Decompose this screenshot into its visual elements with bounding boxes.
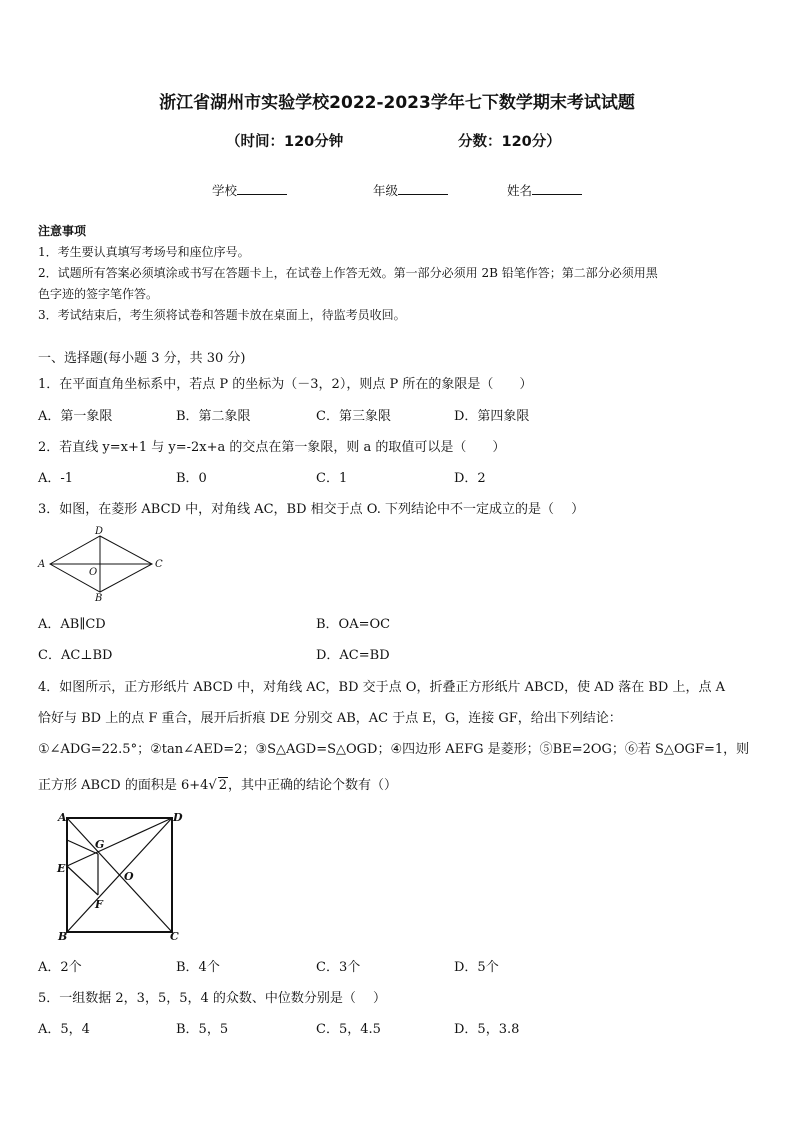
label-b: B: [58, 930, 68, 943]
label-d: D: [173, 811, 183, 824]
label-c: C: [155, 559, 163, 570]
q2-option-a[interactable]: A．-1: [38, 471, 74, 486]
question-4-line-2: 恰好与 BD 上的点 F 重合，展开后折痕 DE 分别交 AB，AC 于点 E，G，连接 GF，给出下列结论：: [38, 711, 622, 726]
label-b: B: [95, 593, 103, 602]
school-field[interactable]: [212, 181, 287, 199]
notice-item: 色字迹的签字笔作答。: [38, 287, 159, 301]
total-score: 分数：120分）: [458, 134, 561, 150]
label-c: C: [170, 930, 179, 943]
q3-option-b[interactable]: B．OA=OC: [316, 617, 391, 632]
question-4-line-4: [38, 774, 397, 793]
grade-label: 年级: [373, 183, 399, 198]
question-3-stem: 3．如图，在菱形 ABCD 中，对角线 AC，BD 相交于点 O. 下列结论中不一定成立的是（ ）: [38, 502, 585, 517]
sqrt-radicand: 2: [218, 778, 227, 793]
q5-option-c[interactable]: C．5，4.5: [316, 1022, 381, 1037]
q3-option-c[interactable]: C．AC⊥BD: [38, 648, 113, 663]
label-a: A: [58, 811, 67, 824]
question-2-stem: 2．若直线 y=x+1 与 y=-2x+a 的交点在第一象限，则 a 的取值可以是（ ）: [38, 440, 506, 455]
question-4-line-1: 4．如图所示，正方形纸片 ABCD 中，对角线 AC，BD 交于点 O，折叠正方形纸片 ABCD，使 AD 落在 BD 上，点 A: [38, 680, 725, 695]
label-e: E: [57, 862, 66, 875]
q1-option-d[interactable]: D．第四象限: [454, 409, 530, 424]
q4-option-c[interactable]: C．3个: [316, 960, 361, 975]
q2-option-c[interactable]: C．1: [316, 471, 348, 486]
sqrt-symbol: √ 2: [208, 778, 227, 793]
question-5-stem: 5．一组数据 2，3，5，5，4 的众数、中位数分别是（ ）: [38, 991, 387, 1006]
q4-text-a: 正方形 ABCD 的面积是 6+4: [38, 778, 209, 793]
name-label: 姓名: [507, 183, 533, 198]
label-f: F: [95, 898, 103, 911]
q3-option-d[interactable]: D．AC=BD: [316, 648, 390, 663]
time-limit: （时间：120分钟: [226, 134, 344, 150]
q4-option-b[interactable]: B．4个: [176, 960, 220, 975]
grade-field[interactable]: [373, 181, 448, 199]
page-title: 浙江省湖州市实验学校2022-2023学年七下数学期末考试试题: [159, 93, 635, 113]
q5-option-d[interactable]: D．5，3.8: [454, 1022, 520, 1037]
label-o: O: [124, 870, 134, 883]
section-heading: 一、选择题(每小题 3 分，共 30 分): [38, 351, 246, 366]
q4-option-d[interactable]: D．5个: [454, 960, 499, 975]
notice-item: 3．考试结束后，考生须将试卷和答题卡放在桌面上，待监考员收回。: [38, 308, 406, 322]
question-4-line-3: ①∠ADG=22.5°；②tan∠AED=2；③S△AGD=S△OGD；④四边形 AEFG 是菱形；⑤BE=2OG；⑥若 S△OGF=1，则: [38, 742, 750, 757]
q2-option-b[interactable]: B．0: [176, 471, 207, 486]
q2-option-d[interactable]: D．2: [454, 471, 486, 486]
school-label: 学校: [212, 183, 238, 198]
label-a: A: [38, 559, 46, 570]
q5-option-b[interactable]: B．5，5: [176, 1022, 229, 1037]
notice-item: 1．考生要认真填写考场号和座位序号。: [38, 245, 250, 259]
notice-heading: 注意事项: [38, 224, 87, 238]
label-o: O: [89, 567, 98, 578]
label-g: G: [95, 838, 105, 851]
name-field[interactable]: [507, 181, 582, 199]
q1-option-c[interactable]: C．第三象限: [316, 409, 391, 424]
q1-option-a[interactable]: A．第一象限: [38, 409, 113, 424]
notice-item: 2．试题所有答案必须填涂或书写在答题卡上，在试卷上作答无效。第一部分必须用 2B 铅笔作答；第二部分必须用黑: [38, 266, 658, 280]
q5-option-a[interactable]: A．5，4: [38, 1022, 90, 1037]
q4-option-a[interactable]: A．2个: [38, 960, 82, 975]
label-d: D: [95, 526, 104, 537]
q4-text-b: ，其中正确的结论个数有（）: [227, 778, 397, 793]
q3-option-a[interactable]: A．AB∥CD: [38, 617, 106, 632]
question-1-stem: 1．在平面直角坐标系中，若点 P 的坐标为（－3，2），则点 P 所在的象限是（ ）: [38, 377, 533, 392]
square-figure: [52, 810, 192, 945]
q1-option-b[interactable]: B．第二象限: [176, 409, 251, 424]
rhombus-figure: [34, 524, 169, 602]
